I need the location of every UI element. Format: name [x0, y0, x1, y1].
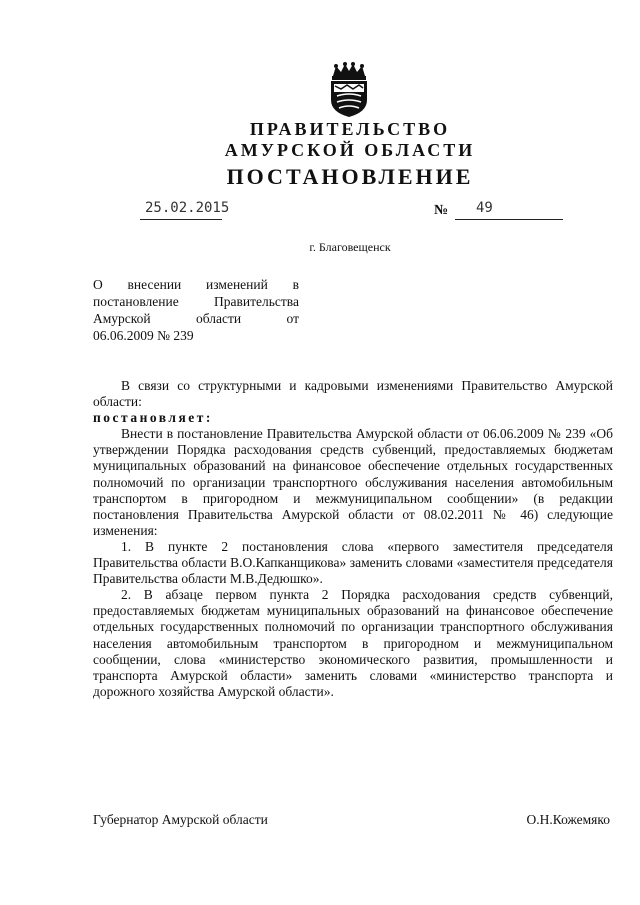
government-name-line2: АМУРСКОЙ ОБЛАСТИ [224, 140, 476, 160]
subject-line: Амурской области от [93, 311, 299, 326]
date-underline [140, 219, 222, 220]
intro-paragraph: В связи со структурными и кадровыми изменениями Правительство Амурской области: [93, 378, 613, 410]
subject-line: 06.06.2009 № 239 [93, 328, 194, 343]
item-2-paragraph: 2. В абзаце первом пункта 2 Порядка расходования средств субвенций, предоставляемых бюджетам муниципальных образований на финансовое обеспечение отдельных государственных полномочий по организации транспортного обслуживания населения автомобильным транспортом в пригородном и межмуниципальном сообщении, слова «министерство экономического развития, промышленности и транспорта Амурской области» заменить словами «министерство транспорта и дорожного хозяйства Амурской области». [93, 587, 613, 699]
signer-name: О.Н.Кожемяко [526, 812, 610, 827]
main-paragraph: Внести в постановление Правительства Амурской области от 06.06.2009 № 239 «Об утверждении Порядка расходования средств субвенций, предоставляемых бюджетам муниципальных образований на финансовое обеспечение отдельных государственных полномочий по организации транспортного обслуживания населения автомобильным транспортом в пригородном и межмуниципальном сообщении» (в редакции постановления Правительства Амурской области от 08.02.2011 № 46) следующие изменения: [93, 426, 613, 538]
registration-number: 49 [476, 200, 493, 216]
document-body [93, 378, 613, 700]
government-name-line1: ПРАВИТЕЛЬСТВО [249, 119, 451, 139]
registration-date: 25.02.2015 [145, 200, 230, 216]
resolves-label: постановляет: [93, 410, 213, 426]
signer-title: Губернатор Амурской области [93, 812, 268, 827]
document-subject [93, 276, 299, 344]
number-underline [455, 219, 563, 220]
item-1-paragraph: 1. В пункте 2 постановления слова «первого заместителя председателя Правительства области В.О.Капканщикова» заменить словами «заместителя председателя Правительства области М.В.Дедюшко». [93, 538, 613, 587]
subject-line: постановление Правительства [93, 294, 299, 309]
subject-line: О внесении изменений в [93, 277, 299, 292]
amur-region-coat-of-arms-icon [325, 62, 373, 118]
document-kind-title: ПОСТАНОВЛЕНИЕ [226, 164, 474, 189]
number-sign: № [434, 203, 449, 218]
city-name: г. Благовещенск [309, 240, 391, 254]
